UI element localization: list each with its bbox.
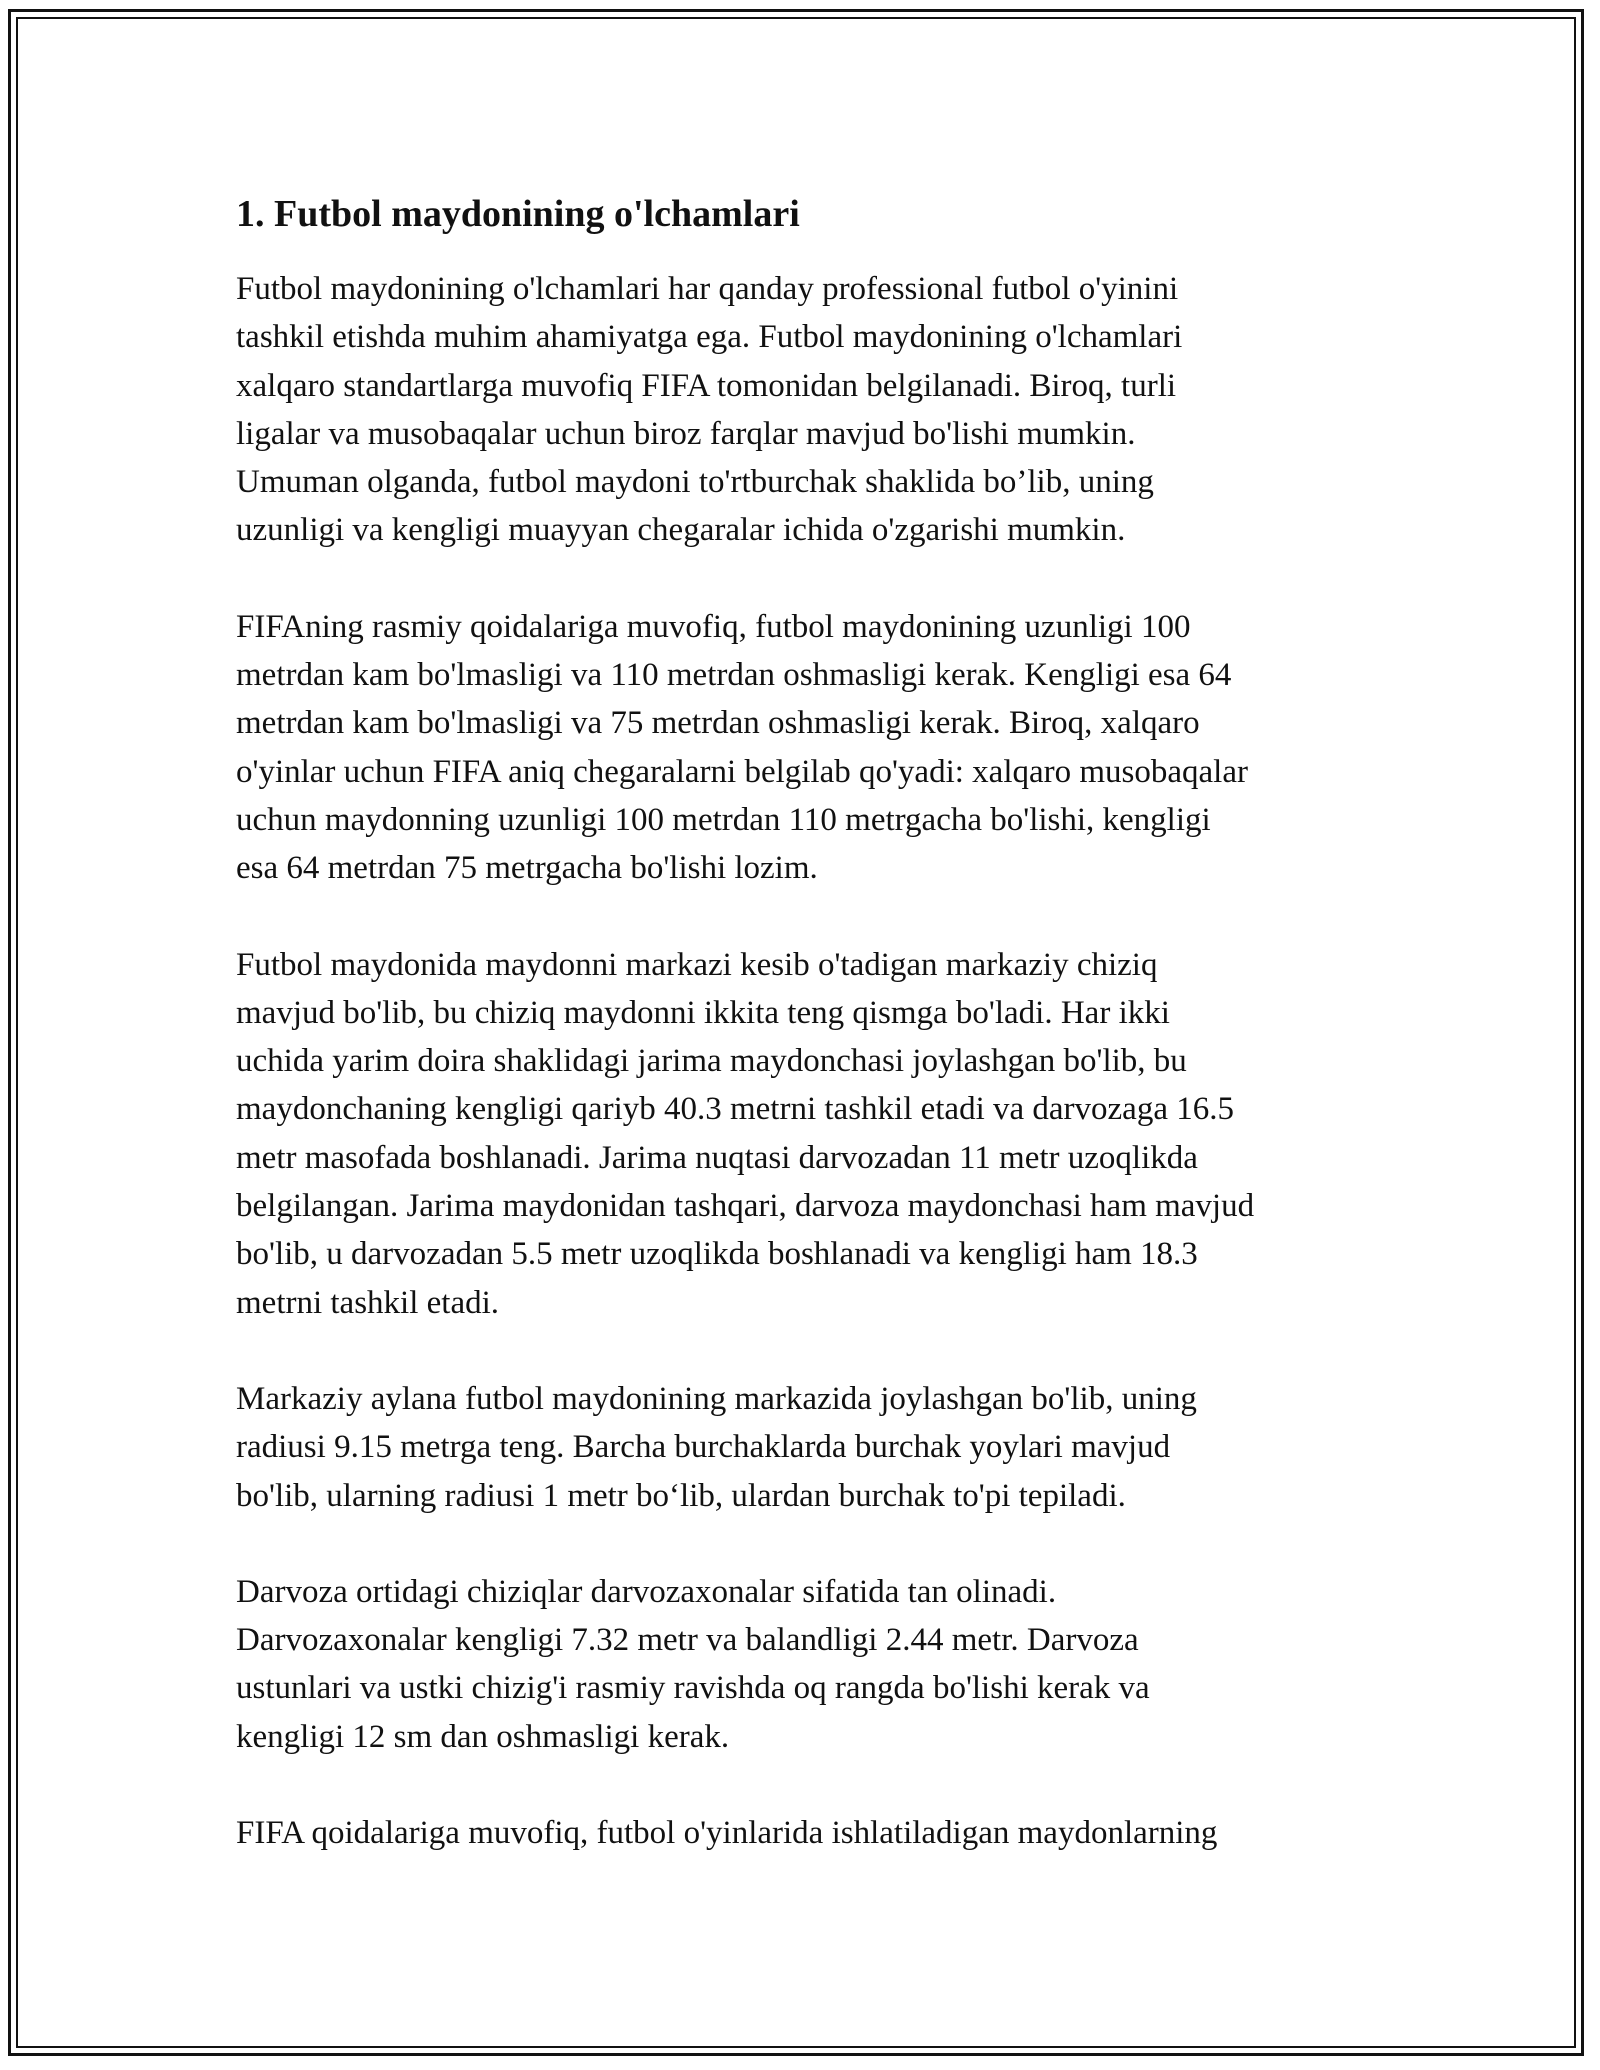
text-line: Darvozaxonalar kengligi 7.32 metr va balandligi 2.44 metr. Darvoza xyxy=(236,1622,1139,1659)
text-line: bo'lib, ularning radiusi 1 metr bo‘lib, ulardan burchak to'pi tepiladi. xyxy=(236,1477,1126,1514)
text-line: FIFAning rasmiy qoidalariga muvofiq, futbol maydonining uzunligi 100 xyxy=(236,608,1191,645)
paragraph-5 xyxy=(236,1568,1376,1761)
text-line: kengligi 12 sm dan oshmasligi kerak. xyxy=(236,1718,730,1755)
text-line: bo'lib, u darvozadan 5.5 metr uzoqlikda boshlanadi va kengligi ham 18.3 xyxy=(236,1236,1198,1273)
text-line: uchida yarim doira shaklidagi jarima maydonchasi joylashgan bo'lib, bu xyxy=(236,1043,1187,1080)
paragraph-6 xyxy=(236,1809,1376,1857)
text-line: Darvoza ortidagi chiziqlar darvozaxonalar sifatida tan olinadi. xyxy=(236,1573,1057,1610)
text-line: metrni tashkil etadi. xyxy=(236,1284,500,1321)
text-line: metr masofada boshlanadi. Jarima nuqtasi darvozadan 11 metr uzoqlikda xyxy=(236,1139,1198,1176)
document-body xyxy=(236,185,1376,1905)
text-line: Futbol maydonining o'lchamlari har qanday professional futbol o'yinini xyxy=(236,271,1179,307)
text-line: radiusi 9.15 metrga teng. Barcha burchaklarda burchak yoylari mavjud xyxy=(236,1429,1171,1466)
text-line: Markaziy aylana futbol maydonining markazida joylashgan bo'lib, uning xyxy=(236,1380,1197,1417)
text-line: maydonchaning kengligi qariyb 40.3 metrni tashkil etadi va darvozaga 16.5 xyxy=(236,1091,1234,1128)
text-line: Umuman olganda, futbol maydoni to'rtburchak shaklida bo’lib, uning xyxy=(236,464,1154,501)
text-line: tashkil etishda muhim ahamiyatga ega. Futbol maydonining o'lchamlari xyxy=(236,319,1183,356)
text-line: belgilangan. Jarima maydonidan tashqari, darvoza maydonchasi ham mavjud xyxy=(236,1188,1255,1225)
text-line: o'yinlar uchun FIFA aniq chegaralarni belgilab qo'yadi: xalqaro musobaqalar xyxy=(236,753,1248,790)
paragraph-2 xyxy=(236,603,1376,893)
text-line: xalqaro standartlarga muvofiq FIFA tomonidan belgilanadi. Biroq, turli xyxy=(236,367,1177,404)
text-line: FIFA qoidalariga muvofiq, futbol o'yinlarida ishlatiladigan maydonlarning xyxy=(236,1815,1218,1852)
text-line: ligalar va musobaqalar uchun biroz farqlar mavjud bo'lishi mumkin. xyxy=(236,415,1136,452)
text-line: Futbol maydonida maydonni markazi kesib o'tadigan markaziy chiziq xyxy=(236,946,1158,983)
text-line: esa 64 metrdan 75 metrgacha bo'lishi lozim. xyxy=(236,850,818,887)
text-line: metrdan kam bo'lmasligi va 110 metrdan oshmasligi kerak. Kengligi esa 64 xyxy=(236,657,1232,694)
text-line: uchun maydonning uzunligi 100 metrdan 110 metrgacha bo'lishi, kengligi xyxy=(236,801,1211,838)
text-line: metrdan kam bo'lmasligi va 75 metrdan oshmasligi kerak. Biroq, xalqaro xyxy=(236,705,1200,742)
section-heading: 1. Futbol maydonining o'lchamlari xyxy=(236,193,800,235)
paragraph-3 xyxy=(236,941,1376,1327)
paragraph-4 xyxy=(236,1375,1376,1520)
text-line: uzunligi va kengligi muayyan chegaralar ichida o'zgarishi mumkin. xyxy=(236,512,1126,549)
text-line: ustunlari va ustki chizig'i rasmiy ravishda oq rangda bo'lishi kerak va xyxy=(236,1670,1150,1707)
paragraph-1 xyxy=(236,265,1376,555)
text-line: mavjud bo'lib, bu chiziq maydonni ikkita teng qismga bo'ladi. Har ikki xyxy=(236,994,1170,1031)
